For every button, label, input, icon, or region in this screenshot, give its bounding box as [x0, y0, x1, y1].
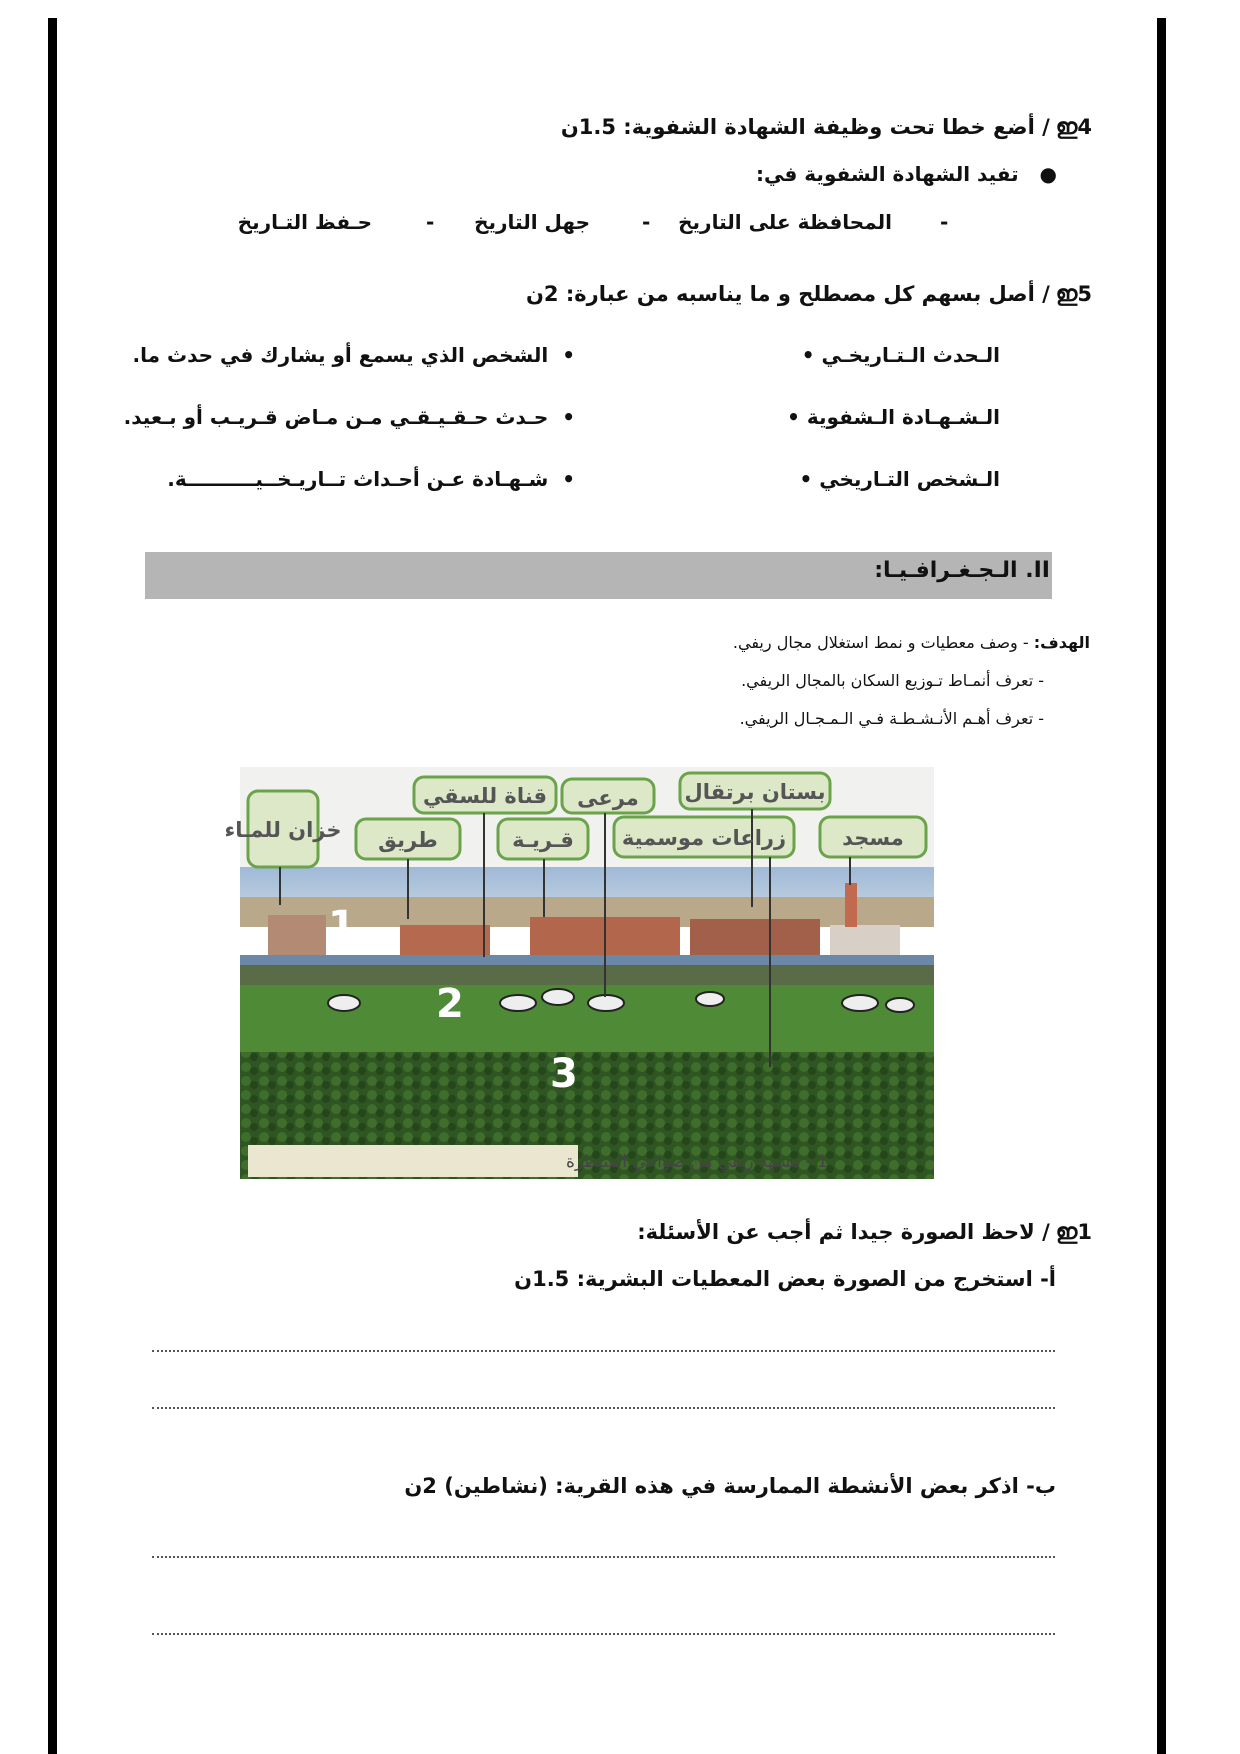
match-dot-icon[interactable]: •: [799, 467, 813, 491]
label-water-tank: خزان للمـاء: [224, 818, 342, 842]
label-seasonal-crops: زراعات موسمية: [621, 826, 787, 850]
question-5-title: [526, 282, 1092, 307]
label-irrigation-canal: قناة للسقي: [422, 784, 548, 808]
option-separator: -: [940, 210, 949, 234]
option-separator: -: [642, 210, 651, 234]
page-border-left: [48, 18, 57, 1754]
geo-question-1a: أ- استخرج من الصورة بعض المعطيات البشرية: 1.5ن: [514, 1267, 1056, 1291]
goal-line-3: - تعرف أهـم الأنـشـطـة فـي الـمـجـال الريفي.: [739, 709, 1044, 728]
match-term-3[interactable]: الـشخص التـاريخي •: [799, 467, 1000, 491]
match-term-2[interactable]: الـشـهـادة الـشفوية •: [787, 405, 1000, 429]
option-ignorance-history[interactable]: جهل التاريخ: [474, 210, 590, 234]
answer-line[interactable]: [152, 1350, 1055, 1352]
village-building: [690, 919, 820, 961]
goal-line-1: الهدف: - وصف معطيات و نمط استغلال مجال ريفي.: [732, 633, 1090, 652]
match-dot-icon[interactable]: •: [562, 467, 575, 491]
question-marker-icon: ഇ: [1055, 282, 1078, 307]
caption-box: [248, 1145, 578, 1177]
goal-label: الهدف:: [1033, 633, 1090, 652]
match-dot-icon[interactable]: •: [562, 405, 575, 429]
match-dot-icon[interactable]: •: [787, 405, 800, 429]
label-road: طريق: [378, 828, 438, 852]
geo-question-1b: ب- اذكر بعض الأنشطة الممارسة في هذه القرية: (نشاطين) 2ن: [404, 1474, 1056, 1498]
geo-question-1-text: 1/ لاحظ الصورة جيدا ثم أجب عن الأسئلة:: [637, 1220, 1092, 1244]
match-dot-icon[interactable]: •: [801, 343, 815, 367]
goal-line-2: - تعرف أنمـاط تـوزيع السكان بالمجال الريفي.: [741, 671, 1044, 690]
match-definition-1[interactable]: • الشخص الذي يسمع أو يشارك في حدث ما.: [132, 343, 575, 367]
zone-number-3: 3: [550, 1051, 578, 1097]
minaret: [845, 883, 857, 927]
answer-line[interactable]: [152, 1407, 1055, 1409]
label-mosque: مسجد: [842, 826, 904, 850]
question-4-title: [561, 115, 1092, 140]
label-village: قـريـة: [512, 828, 574, 852]
question-marker-icon: ഇ: [1055, 115, 1078, 140]
rural-scene-photo: [224, 767, 934, 1179]
question-4-text: 4/ أضع خطا تحت وظيفة الشهادة الشفوية: 1.5ن: [560, 115, 1092, 139]
zone-number-1: 1: [328, 903, 356, 949]
option-preserve-history[interactable]: المحافظة على التاريخ: [678, 210, 892, 234]
match-dot-icon[interactable]: •: [562, 343, 575, 367]
match-definition-3[interactable]: • شـهـادة عـن أحـداث تــاريـخــيــــــــــة.: [167, 467, 575, 491]
hedge: [240, 965, 934, 987]
match-definition-2[interactable]: • حـدث حـقـيـقـي مـن مـاض قـريـب أو بـعيد.: [123, 405, 575, 429]
label-orange-orchard: بستان برتقال: [684, 780, 826, 804]
label-pasture: مرعى: [577, 786, 639, 810]
option-separator: -: [426, 210, 435, 234]
question-marker-icon: ഇ: [1055, 1220, 1078, 1245]
photo-caption: 1 - مشهد ريفي من ضواحي القنيطرة: [566, 1152, 828, 1172]
match-term-1[interactable]: الـحدث الـتـاريخـي •: [801, 343, 1000, 367]
zone-number-2: 2: [436, 981, 464, 1027]
answer-line[interactable]: [152, 1633, 1055, 1635]
section-title-geography: II. الـجـغـرافـيـا:: [874, 558, 1050, 583]
bullet-icon: ●: [1018, 162, 1057, 186]
question-4-prompt: ● تفيد الشهادة الشفوية في:: [756, 162, 1057, 186]
page-border-right: [1157, 18, 1166, 1754]
question-5-text: 5/ أصل بسهم كل مصطلح و ما يناسبه من عبارة: 2ن: [525, 282, 1092, 306]
option-keep-history[interactable]: حـفظ التـاريخ: [237, 210, 372, 234]
geo-question-1-title: [637, 1220, 1092, 1245]
answer-line[interactable]: [152, 1556, 1055, 1558]
